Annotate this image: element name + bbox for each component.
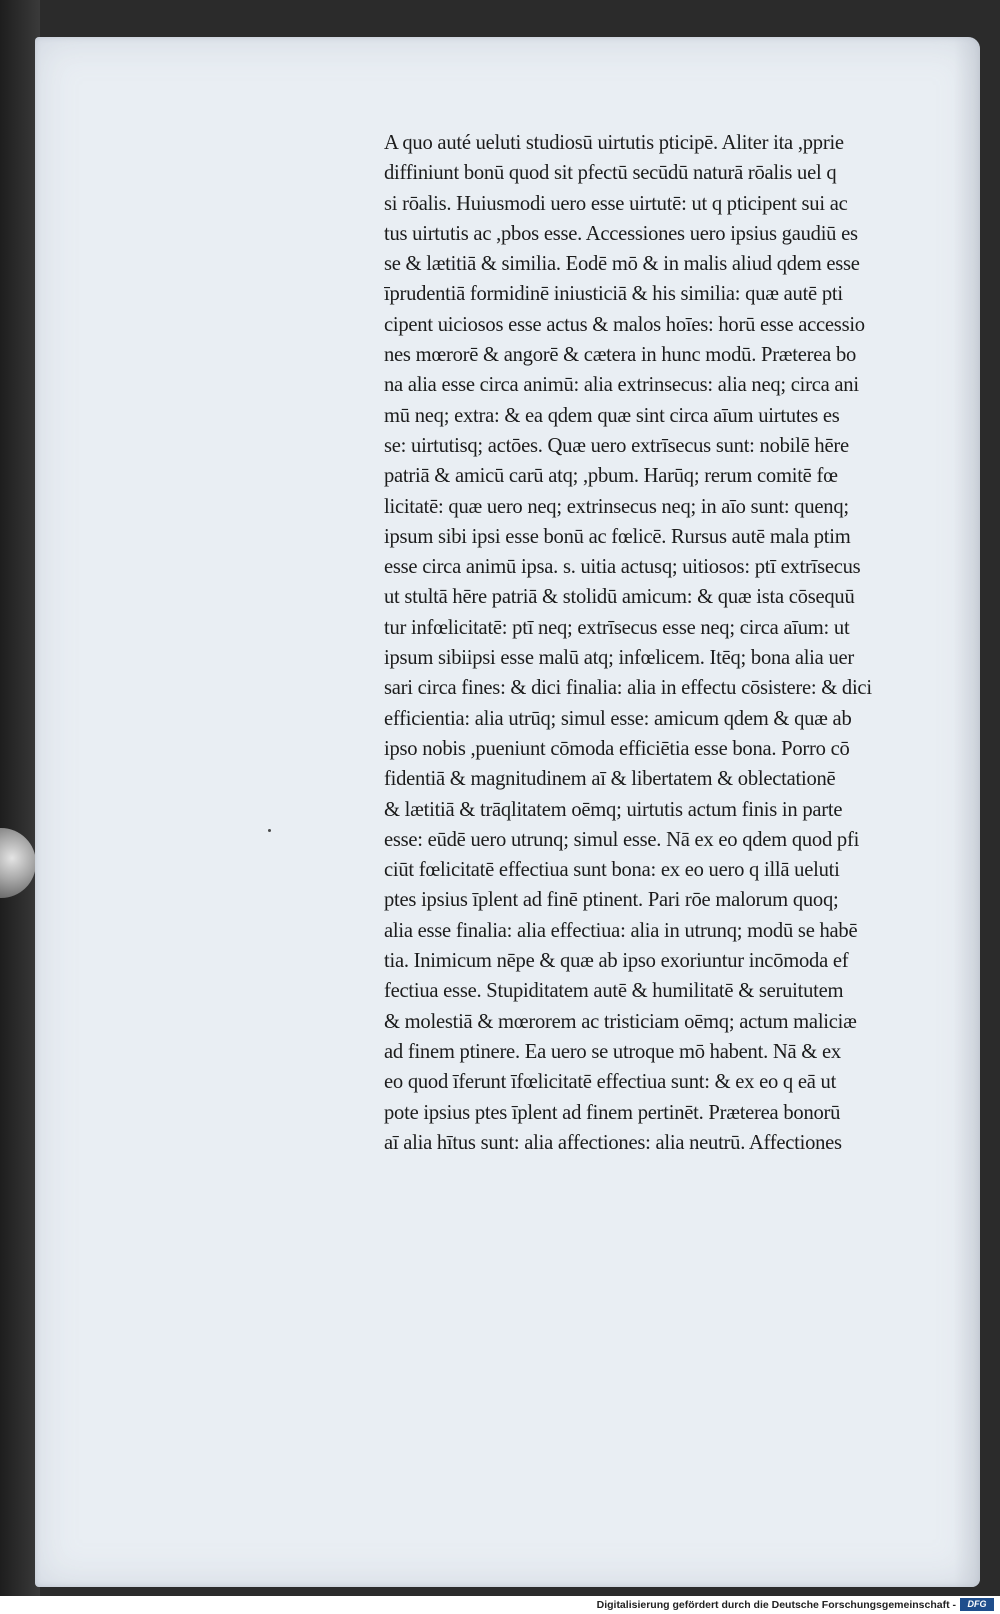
text-line: pote ipsius ptes īplent ad finem pertinēt. Præterea bonorū bbox=[384, 1101, 841, 1124]
text-line: diffiniunt bonū quod sit pfectū secūdū naturā rōalis uel q bbox=[384, 162, 837, 185]
text-line: se & lætitiā & similia. Eodē mō & in malis aliud qdem esse bbox=[384, 253, 860, 276]
text-line: aī alia hītus sunt: alia affectiones: alia neutrū. Affectiones bbox=[384, 1131, 842, 1154]
text-line: ciūt fœlicitatē effectiua sunt bona: ex eo uero q illā ueluti bbox=[384, 859, 840, 882]
footer-credit: Digitalisierung gefördert durch die Deutsche Forschungsgemeinschaft - bbox=[596, 1599, 956, 1611]
book-cover-edge bbox=[0, 0, 40, 1596]
text-line: ipso nobis ,pueniunt cōmoda efficiētia esse bona. Porro cō bbox=[384, 737, 850, 760]
text-line: nes mœrorē & angorē & cætera in hunc modū. Præterea bo bbox=[384, 344, 857, 367]
text-line: tia. Inimicum nēpe & quæ ab ipso exoriuntur incōmoda ef bbox=[384, 950, 849, 973]
text-line: se: uirtutisq; actōes. Quæ uero extrīsecus sunt: nobilē hēre bbox=[384, 434, 849, 457]
text-line: si rōalis. Huiusmodi uero esse uirtutē: ut q pticipent sui ac bbox=[384, 192, 848, 215]
text-line: ad finem ptinere. Ea uero se utroque mō habent. Nā & ex bbox=[384, 1040, 841, 1063]
text-line: esse: eūdē uero utrunq; simul esse. Nā ex eo qdem quod pfi bbox=[384, 828, 860, 851]
text-line: fidentiā & magnitudinem aī & libertatem & oblectationē bbox=[384, 768, 836, 791]
text-line: tus uirtutis ac ,pbos esse. Accessiones uero ipsius gaudiū es bbox=[384, 222, 858, 245]
text-line: ipsum sibiipsi esse malū atq; infœlicem. Itēq; bona alia uer bbox=[384, 647, 854, 670]
text-line: tur infœlicitatē: ptī neq; extrīsecus esse neq; circa aīum: ut bbox=[384, 616, 850, 639]
page-gutter-shadow bbox=[954, 37, 980, 1587]
text-line: & molestiā & mœrorem ac tristiciam oēmq; actum maliciæ bbox=[384, 1010, 857, 1033]
dfg-logo: DFG bbox=[960, 1598, 994, 1611]
text-line: & lætitiā & trāqlitatem oēmq; uirtutis actum finis in parte bbox=[384, 798, 843, 821]
text-line: mū neq; extra: & ea qdem quæ sint circa aīum uirtutes es bbox=[384, 404, 840, 427]
text-line: esse circa animū ipsa. s. uitia actusq; uitiosos: ptī extrīsecus bbox=[384, 556, 861, 579]
text-line: alia esse finalia: alia effectiua: alia in utrunq; modū se habē bbox=[384, 919, 858, 942]
text-line: īprudentiā formidinē iniusticiā & his similia: quæ autē pti bbox=[384, 283, 843, 306]
text-line: licitatē: quæ uero neq; extrinsecus neq; in aīo sunt: quenq; bbox=[384, 495, 849, 518]
text-line: eo quod īferunt īfœlicitatē effectiua sunt: & ex eo q eā ut bbox=[384, 1071, 837, 1094]
text-line: cipent uiciosos esse actus & malos hoīes: horū esse accessio bbox=[384, 313, 865, 336]
text-line: efficientia: alia utrūq; simul esse: amicum qdem & quæ ab bbox=[384, 707, 852, 730]
text-line: na alia esse circa animū: alia extrinsecus: alia neq; circa ani bbox=[384, 374, 859, 397]
text-line: ipsum sibi ipsi esse bonū ac fœlicē. Rursus autē mala ptim bbox=[384, 525, 851, 548]
text-line: ut stultā hēre patriā & stolidū amicum: & quæ ista cōsequū bbox=[384, 586, 855, 609]
text-line: ptes ipsius īplent ad finē ptinent. Pari rōe malorum quoq; bbox=[384, 889, 839, 912]
ink-speck bbox=[268, 829, 271, 832]
text-line: sari circa fines: & dici finalia: alia in effectu cōsistere: & dici bbox=[384, 677, 872, 700]
text-line: patriā & amicū carū atq; ,pbum. Harūq; rerum comitē fœ bbox=[384, 465, 838, 488]
text-line: A quo auté ueluti studiosū uirtutis pticipē. Aliter ita ,pprie bbox=[384, 132, 844, 154]
page-text-block bbox=[384, 128, 940, 1158]
text-line: fectiua esse. Stupiditatem autē & humilitatē & seruitutem bbox=[384, 980, 844, 1003]
